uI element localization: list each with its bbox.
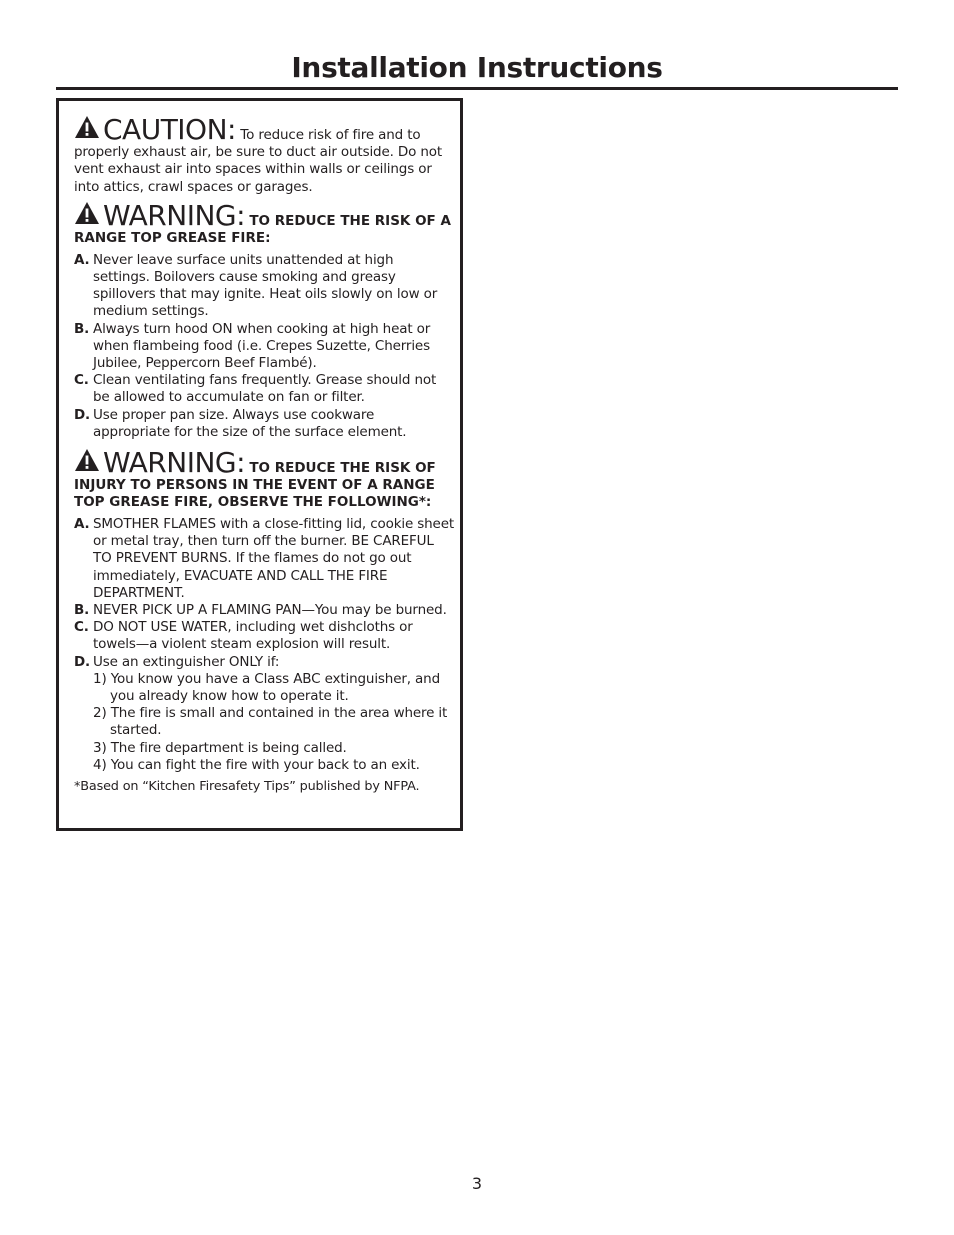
warning-grease-fire-list — [74, 252, 454, 441]
list-item: C. Clean ventilating fans frequently. Grease should not be allowed to accumulate on fan or filter. — [74, 372, 437, 406]
caution-label: CAUTION: — [103, 113, 236, 146]
list-item: C. DO NOT USE WATER, including wet dishcloths or towels—a violent steam explosion will result. — [74, 619, 413, 653]
warning-label: WARNING: — [103, 446, 246, 480]
warning-grease-fire-section — [74, 198, 454, 441]
list-item: 2) The fire is small and contained in the area where it started. — [93, 705, 448, 739]
footnote: *Based on “Kitchen Firesafety Tips” published by NFPA. — [74, 779, 420, 795]
safety-notice-content — [74, 115, 454, 795]
list-item: D. Use proper pan size. Always use cookware appropriate for the size of the surface element. — [74, 406, 407, 440]
list-item: 3) The fire department is being called. — [93, 739, 347, 756]
page-title: Installation Instructions — [291, 51, 663, 84]
list-item: B. Always turn hood ON when cooking at high heat or when flambeing food (i.e. Crepes Suzette, Cherries Jubilee, Peppercorn Beef Flambé). — [74, 320, 431, 372]
list-item: A. Never leave surface units unattended at high settings. Boilovers cause smoking and greasy spillovers that may ignite. Heat oils slowly on low or medium settings. — [74, 251, 438, 320]
list-item: A. SMOTHER FLAMES with a close-fitting lid, cookie sheet or metal tray, then turn off the burner. BE CAREFUL TO PREVENT BURNS. If the flames do not go out immediately, EVACUATE AND CALL THE FIRE DEPARTMENT. — [74, 516, 455, 601]
list-item: B. NEVER PICK UP A FLAMING PAN—You may be burned. — [74, 602, 447, 619]
warning-triangle-icon — [74, 201, 100, 230]
warning-heading: TO REDUCE THE RISK OF A RANGE TOP GREASE FIRE: — [74, 212, 451, 246]
list-item: 4) You can fight the fire with your back to an exit. — [93, 756, 420, 773]
warning-triangle-icon — [74, 115, 100, 144]
warning-heading: TO REDUCE THE RISK OF INJURY TO PERSONS IN THE EVENT OF A RANGE TOP GREASE FIRE, OBSERVE THE FOLLOWING*: — [74, 460, 436, 511]
list-item: 1) You know you have a Class ABC extinguisher, and you already know how to operate it. — [93, 670, 440, 705]
warning-injury-list — [74, 516, 454, 774]
safety-notice-box — [56, 98, 463, 831]
title-divider — [56, 87, 898, 90]
warning-triangle-icon — [74, 448, 100, 477]
extinguisher-conditions-list — [93, 671, 454, 774]
warning-label: WARNING: — [103, 198, 246, 232]
warning-injury-section — [74, 448, 454, 795]
page-number: 3 — [471, 1174, 483, 1193]
caution-section — [74, 115, 454, 196]
list-item: D. Use an extinguisher ONLY if: 1) You know you have a Class ABC extinguisher, and you already know how to operate it. 2) The fire is small and contained in the area where it started. 3) The fire department is being called. 4) You can fight the fire with your back to an exit. — [74, 654, 454, 774]
caution-text: To reduce risk of fire and to properly exhaust air, be sure to duct air outside. Do not vent exhaust air into spaces within walls or ceilings or into attics, crawl spaces or garages. — [74, 127, 443, 195]
